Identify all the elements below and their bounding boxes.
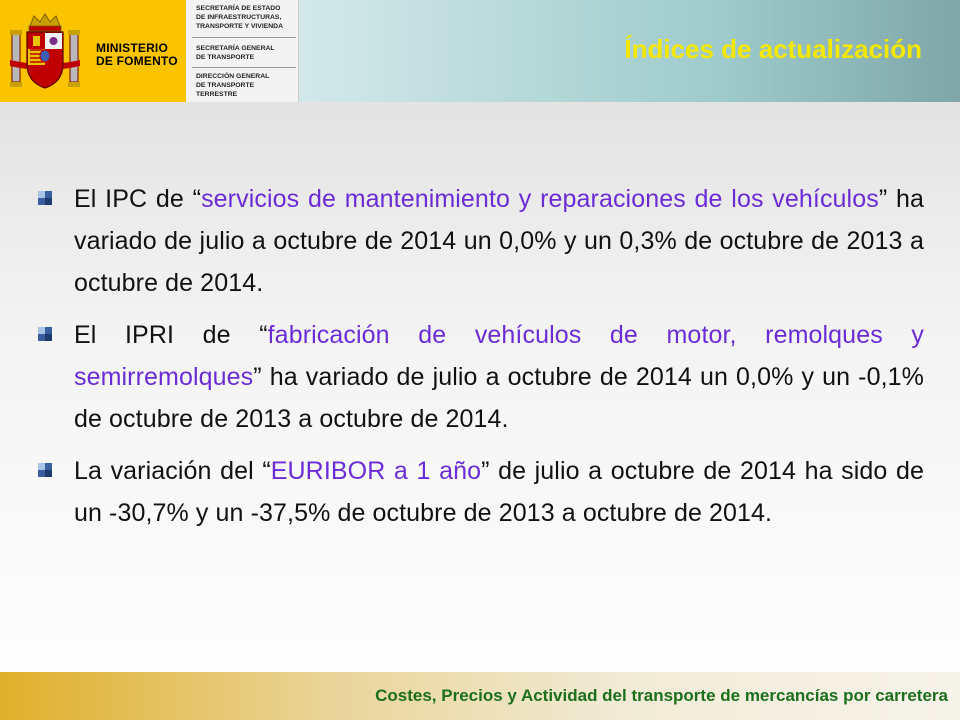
department-divider	[192, 67, 296, 68]
coat-of-arms-icon	[10, 12, 80, 92]
bullet-highlight: EURIBOR a 1 año	[270, 457, 482, 485]
bullet-text	[74, 178, 924, 304]
bullet-prefix: El IPRI de “	[74, 321, 268, 349]
square-bullet-icon	[38, 463, 52, 477]
department-block	[186, 0, 299, 102]
ministry-name-line1: MINISTERIO	[96, 41, 169, 55]
ministry-logo	[0, 0, 186, 102]
bullet-list	[36, 178, 924, 544]
ministry-name-line2: DE FOMENTO	[96, 54, 178, 68]
bullet-item-euribor	[36, 450, 924, 534]
square-bullet-icon	[38, 327, 52, 341]
department-line: DIRECCIÓN GENERAL	[196, 73, 270, 80]
square-bullet-icon	[38, 191, 52, 205]
department-line: DE TRANSPORTE	[196, 82, 255, 89]
department-line: DE INFRAESTRUCTURAS,	[196, 14, 282, 21]
department-line: TRANSPORTE Y VIVIENDA	[196, 23, 283, 30]
bullet-suffix: ” de julio a octubre de 2014 ha sido de un -30,7% y un -37,5% de octubre de 2013 a octubre de 2014.	[74, 457, 924, 527]
slide-footer	[0, 672, 960, 720]
department-line: SECRETARÍA DE ESTADO	[196, 5, 281, 12]
department-line: TERRESTRE	[196, 91, 238, 98]
slide-title: Índices de actualización	[624, 34, 922, 64]
bullet-highlight: servicios de mantenimiento y reparaciones de los vehículos	[201, 185, 879, 213]
bullet-item-ipc	[36, 178, 924, 304]
bullet-prefix: El IPC de “	[74, 185, 202, 213]
department-general-secretariat	[196, 44, 296, 62]
bullet-text	[74, 314, 924, 440]
bullet-prefix: La variación del “	[74, 457, 271, 485]
department-line: SECRETARÍA GENERAL	[196, 45, 275, 52]
bullet-item-ipri	[36, 314, 924, 440]
slide-header	[0, 0, 960, 102]
bullet-highlight: fabricación de vehículos de motor, remolques y semirremolques	[74, 321, 924, 391]
department-divider	[192, 37, 296, 38]
ministry-name	[96, 42, 186, 68]
department-directorate	[196, 72, 296, 99]
bullet-suffix: ” ha variado de julio a octubre de 2014 un 0,0% y un -0,1% de octubre de 2013 a octubre de 2014.	[74, 363, 924, 433]
department-line: DE TRANSPORTE	[196, 54, 255, 61]
bullet-suffix: ” ha variado de julio a octubre de 2014 un 0,0% y un 0,3% de octubre de 2013 a octubre de 2014.	[74, 185, 925, 297]
department-state-secretariat	[196, 4, 296, 31]
footer-text: Costes, Precios y Actividad del transporte de mercancías por carretera	[375, 686, 948, 705]
bullet-text	[74, 450, 924, 534]
